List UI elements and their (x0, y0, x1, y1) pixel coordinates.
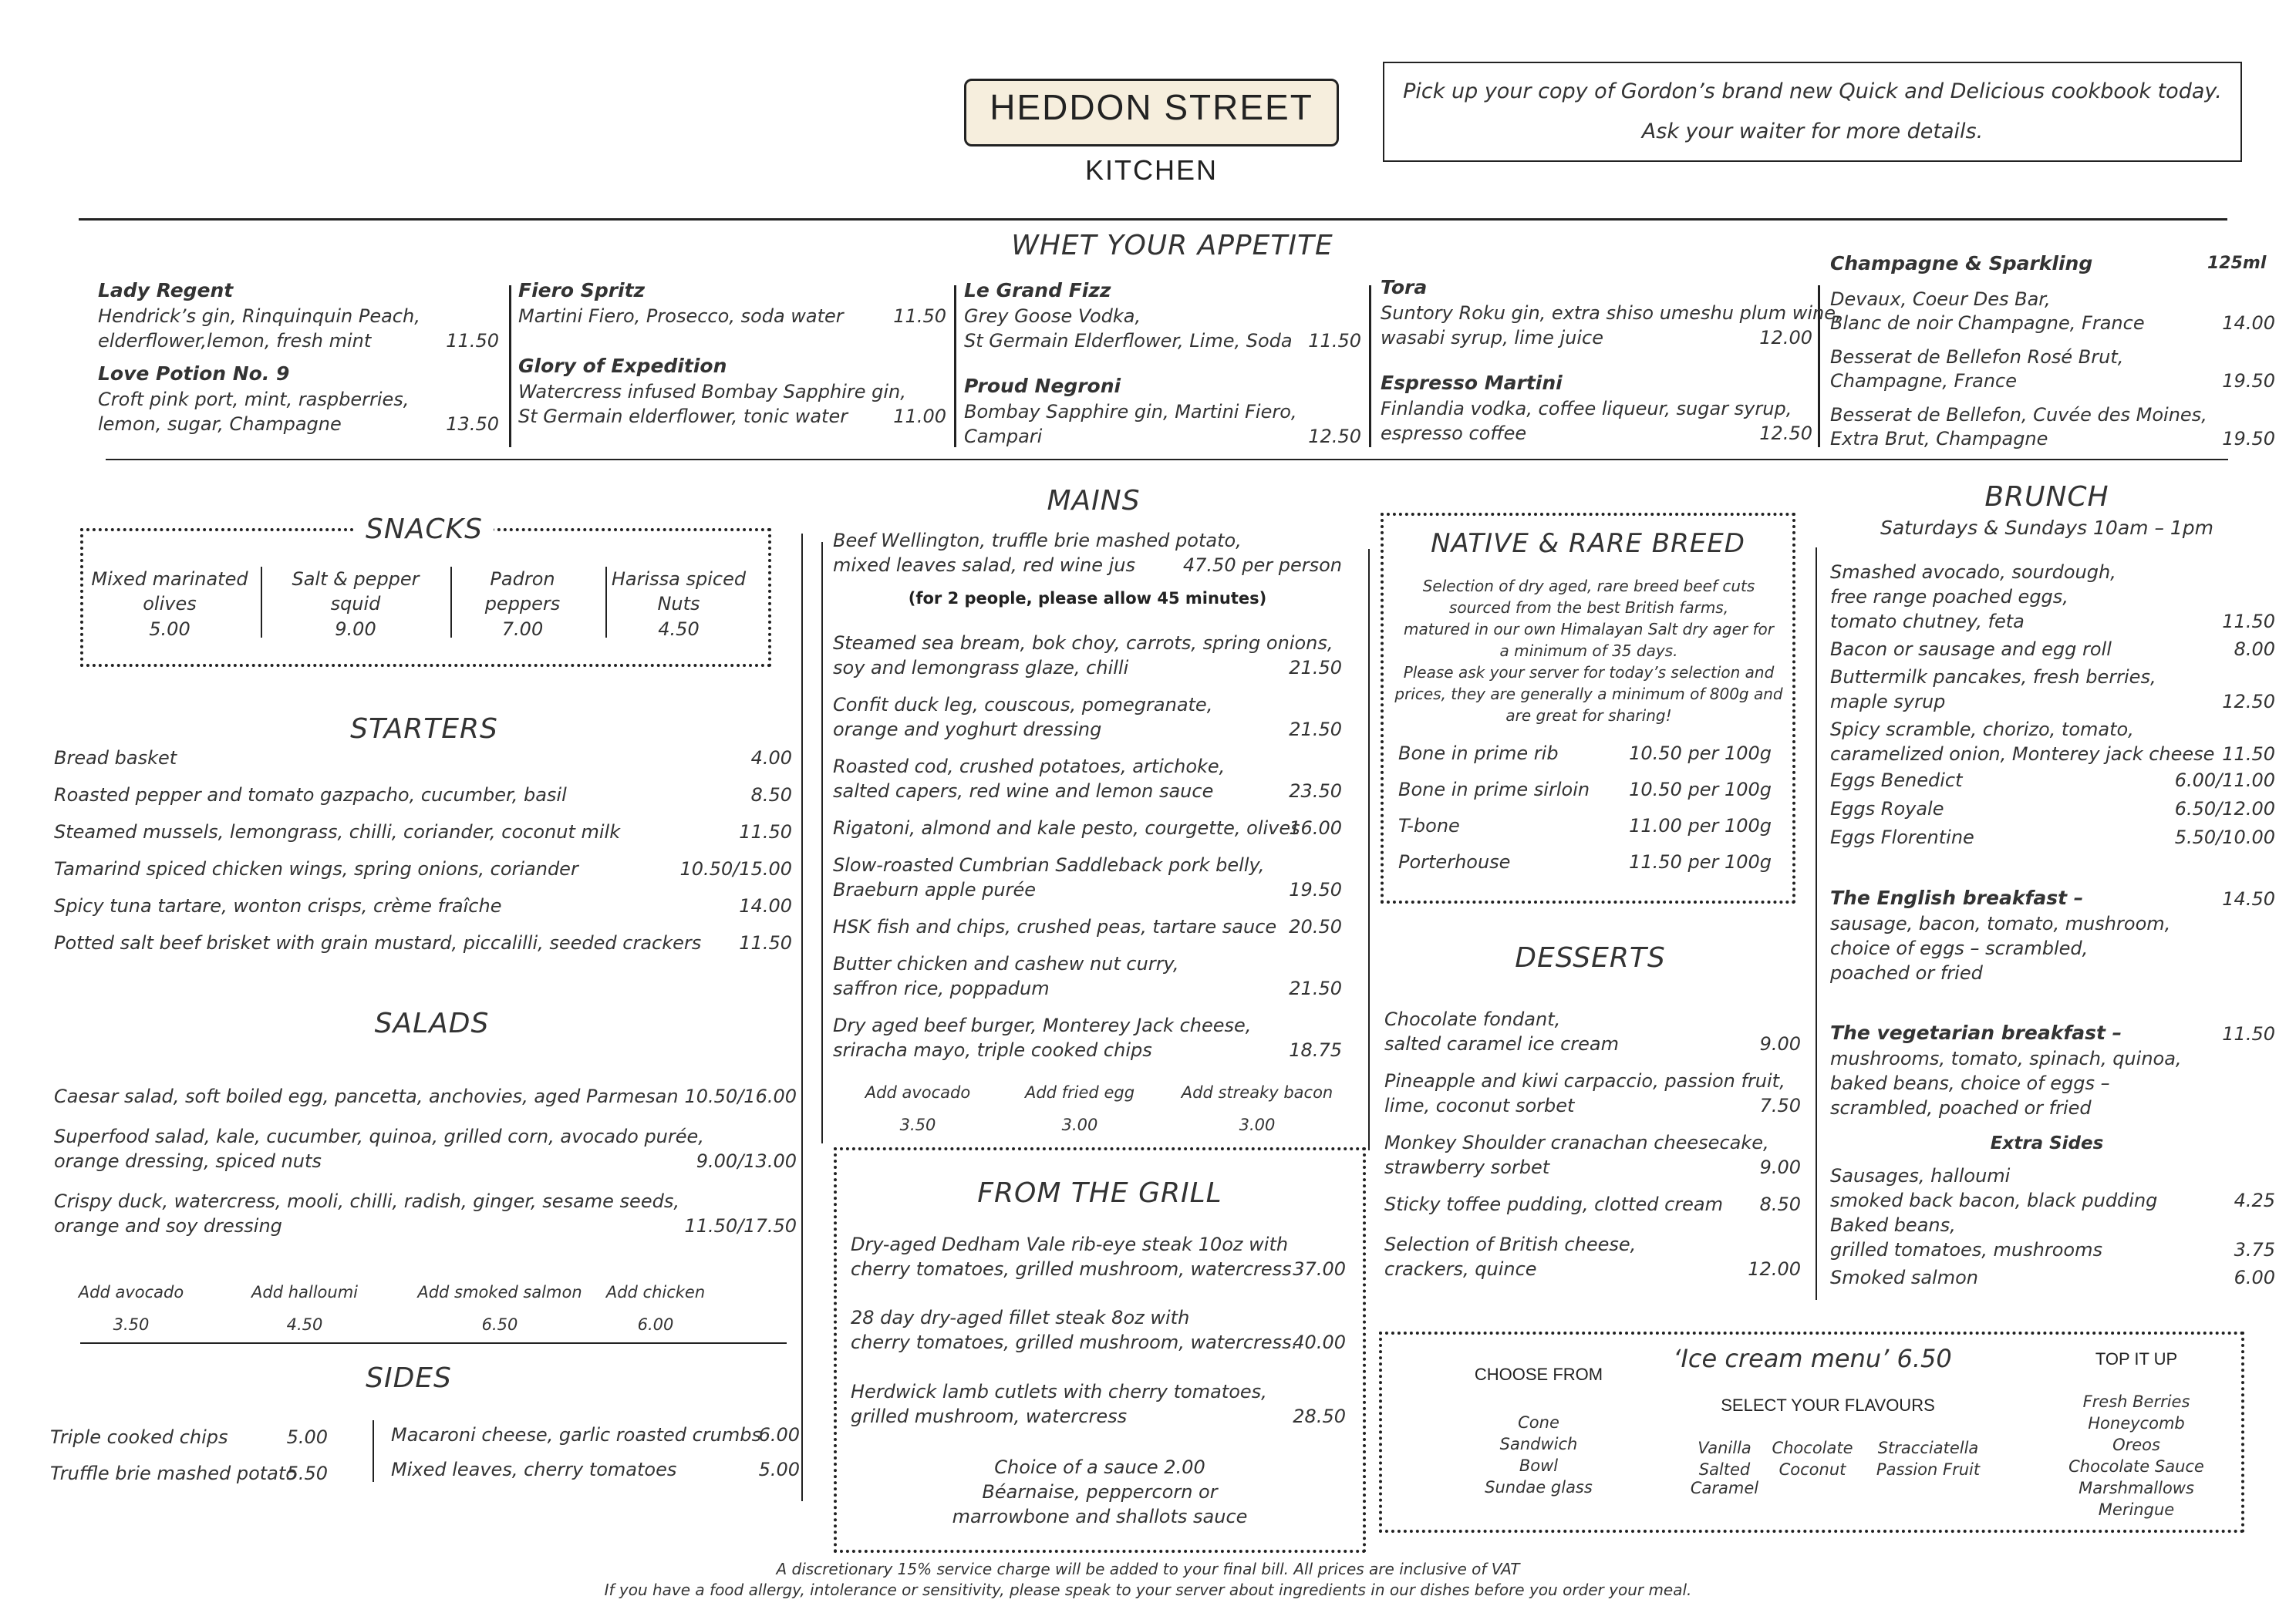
champagne-unit: 125ml (2207, 254, 2267, 273)
icecream-flavour: Chocolate (1772, 1439, 1853, 1457)
brunch-desc: free range poached eggs, (1830, 586, 2068, 608)
brunch-desc: Eggs Royale (1830, 798, 1944, 820)
native-cut: T-bone (1398, 815, 1460, 837)
cocktail-desc: espresso coffee (1381, 423, 1527, 444)
cocktail-price: 11.50 (893, 305, 946, 327)
promo-line-1: Pick up your copy of Gordon’s brand new Quick and Delicious cookbook today. (1403, 79, 2222, 103)
main-desc: Rigatoni, almond and kale pesto, courgette, olives (833, 817, 1300, 839)
breakfast-desc: baked beans, choice of eggs – (1830, 1072, 2110, 1094)
cocktail-desc: Croft pink port, mint, raspberries, (98, 389, 410, 410)
main-desc: Butter chicken and cashew nut curry, (833, 953, 1179, 975)
starters-title: STARTERS (350, 713, 498, 745)
cocktail-desc: lemon, sugar, Champagne (98, 413, 342, 435)
brunch-desc: Eggs Florentine (1830, 827, 1974, 848)
cocktail-desc: Bombay Sapphire gin, Martini Fiero, (964, 401, 1297, 423)
mains-wellington-price: 47.50 per person (1182, 554, 1342, 576)
snack-price: 7.00 (501, 618, 544, 640)
champagne-price: 14.00 (2222, 312, 2275, 334)
icecream-flavour: Coconut (1778, 1460, 1846, 1479)
brunch-desc: caramelized onion, Monterey jack cheese (1830, 743, 2215, 765)
cocktail-name: Love Potion No. 9 (98, 362, 290, 385)
starter-desc: Steamed mussels, lemongrass, chilli, coriander, coconut milk (54, 821, 621, 843)
main-desc: orange and yoghurt dressing (833, 719, 1102, 740)
snack-name: Salt & pepper (292, 568, 420, 590)
cocktail-desc: St Germain Elderflower, Lime, Soda (964, 330, 1293, 352)
cocktail-price: 11.50 (1308, 330, 1361, 352)
starter-desc: Tamarind spiced chicken wings, spring onions, coriander (54, 858, 578, 880)
mains-right-divider (1368, 549, 1370, 1150)
salad-desc: Caesar salad, soft boiled egg, pancetta, anchovies, aged Parmesan (54, 1086, 679, 1107)
main-desc: Slow-roasted Cumbrian Saddleback pork belly, (833, 854, 1265, 876)
brunch-desc: Bacon or sausage and egg roll (1830, 638, 2112, 660)
native-price: 10.50 per 100g (1629, 742, 1772, 764)
grill-sauce-1: Choice of a sauce 2.00 (994, 1456, 1205, 1478)
champagne-price: 19.50 (2222, 428, 2275, 450)
icecream-topping: Meringue (2098, 1500, 2175, 1519)
dessert-desc: lime, coconut sorbet (1384, 1095, 1575, 1116)
brunch-desc: Spicy scramble, chorizo, tomato, (1830, 719, 2134, 740)
cocktail-desc: St Germain elderflower, tonic water (518, 406, 848, 427)
champagne-desc: Devaux, Coeur Des Bar, (1830, 288, 2051, 310)
snack-divider (261, 567, 262, 638)
sides-inner-divider (373, 1420, 374, 1482)
main-price: 18.75 (1289, 1039, 1342, 1061)
brunch-price: 8.00 (2234, 638, 2275, 660)
cocktail-price: 12.00 (1759, 327, 1812, 349)
native-cut: Bone in prime sirloin (1398, 779, 1590, 800)
main-price: 21.50 (1289, 657, 1342, 678)
brunch-desc: maple syrup (1830, 691, 1946, 712)
native-cut: Bone in prime rib (1398, 742, 1559, 764)
dessert-price: 9.00 (1759, 1033, 1801, 1055)
native-intro-line: sourced from the best British farms, (1448, 598, 1729, 617)
breakfast-name: The vegetarian breakfast – (1830, 1022, 2122, 1044)
mains-title: MAINS (1047, 485, 1141, 517)
champagne-desc: Besserat de Bellefon, Cuvée des Moines, (1830, 404, 2207, 426)
sides-title: SIDES (366, 1362, 452, 1394)
dessert-desc: salted caramel ice cream (1384, 1033, 1620, 1055)
native-price: 11.00 per 100g (1629, 815, 1772, 837)
extra-side-price: 4.25 (2234, 1190, 2275, 1211)
snack-price: 4.50 (658, 618, 700, 640)
brunch-price: 6.00/11.00 (2174, 769, 2275, 791)
dessert-desc: Selection of British cheese, (1384, 1234, 1637, 1255)
starter-desc: Potted salt beef brisket with grain mustard, piccalilli, seeded crackers (54, 932, 702, 954)
snack-price: 5.00 (149, 618, 190, 640)
main-price: 23.50 (1289, 780, 1342, 802)
salads-title: SALADS (374, 1008, 490, 1039)
main-desc: salted capers, red wine and lemon sauce (833, 780, 1214, 802)
icecream-topping: Marshmallows (2079, 1479, 2194, 1497)
icecream-choose-item: Sundae glass (1485, 1478, 1593, 1497)
snack-name: squid (330, 593, 381, 615)
cocktail-desc: Finlandia vodka, coffee liqueur, sugar syrup, (1381, 398, 1792, 419)
champagne-desc: Besserat de Bellefon Rosé Brut, (1830, 346, 2124, 368)
main-desc: Dry aged beef burger, Monterey Jack cheese, (833, 1015, 1252, 1036)
main-desc: Braeburn apple purée (833, 879, 1037, 901)
main-desc: HSK fish and chips, crushed peas, tartare sauce (833, 916, 1277, 938)
cocktail-name: Espresso Martini (1381, 372, 1563, 394)
main-addon-price: 3.50 (899, 1116, 936, 1134)
appetite-divider-2 (954, 285, 956, 447)
cocktail-name: Tora (1381, 276, 1428, 298)
salad-desc: orange dressing, spiced nuts (54, 1150, 322, 1172)
grill-desc: Dry-aged Dedham Vale rib-eye steak 10oz with (851, 1234, 1289, 1255)
side-price: 5.00 (758, 1459, 800, 1480)
native-intro-line: Selection of dry aged, rare breed beef cuts (1422, 577, 1755, 595)
icecream-choose-item: Bowl (1519, 1456, 1559, 1475)
snack-name: Harissa spiced (611, 568, 747, 590)
extra-side-desc: Sausages, halloumi (1830, 1165, 2011, 1187)
icecream-flavour: Salted Caramel (1690, 1460, 1759, 1497)
champagne-price: 19.50 (2222, 370, 2275, 392)
main-addon-price: 3.00 (1061, 1116, 1098, 1134)
desserts-title: DESSERTS (1515, 942, 1666, 974)
starter-desc: Bread basket (54, 747, 177, 769)
native-title: NATIVE & RARE BREED (1431, 528, 1745, 559)
icecream-flavour: Vanilla (1698, 1439, 1752, 1457)
dessert-desc: Pineapple and kiwi carpaccio, passion fruit, (1384, 1070, 1785, 1092)
icecream-flavour: Stracciatella (1877, 1439, 1979, 1457)
grill-desc: cherry tomatoes, grilled mushroom, watercress (851, 1258, 1292, 1280)
salad-addon-price: 6.00 (637, 1315, 674, 1334)
cocktail-price: 12.50 (1308, 426, 1361, 447)
main-desc: Roasted cod, crushed potatoes, artichoke, (833, 756, 1226, 777)
salad-addon-price: 4.50 (286, 1315, 323, 1334)
side-price: 5.00 (286, 1426, 328, 1448)
side-desc: Truffle brie mashed potato (50, 1463, 297, 1484)
grill-sauce-2: Béarnaise, peppercorn or (982, 1481, 1218, 1503)
main-desc: soy and lemongrass glaze, chilli (833, 657, 1129, 678)
grill-title: FROM THE GRILL (977, 1177, 1222, 1209)
champagne-desc: Extra Brut, Champagne (1830, 428, 2048, 450)
cocktail-name: Proud Negroni (964, 375, 1121, 397)
brunch-price: 6.50/12.00 (2174, 798, 2275, 820)
side-desc: Macaroni cheese, garlic roasted crumbs (391, 1424, 761, 1446)
cocktail-desc: Watercress infused Bombay Sapphire gin, (518, 381, 906, 402)
native-intro-line: matured in our own Himalayan Salt dry ager for (1404, 620, 1774, 638)
brunch-desc: Eggs Benedict (1830, 769, 1963, 791)
cocktail-desc: Martini Fiero, Prosecco, soda water (518, 305, 844, 327)
appetite-divider-1 (509, 285, 511, 447)
grill-price: 40.00 (1293, 1332, 1346, 1353)
icecream-choose-item: Cone (1518, 1413, 1559, 1432)
extra-side-price: 6.00 (2234, 1267, 2275, 1288)
mains-left-divider (821, 542, 823, 1143)
champagne-desc: Blanc de noir Champagne, France (1830, 312, 2145, 334)
snack-name: peppers (484, 593, 561, 615)
dessert-price: 12.00 (1748, 1258, 1801, 1280)
side-desc: Mixed leaves, cherry tomatoes (391, 1459, 677, 1480)
brunch-divider (1816, 547, 1817, 1300)
breakfast-desc: choice of eggs – scrambled, (1830, 938, 2089, 959)
main-price: 19.50 (1289, 879, 1342, 901)
sides-divider (80, 1342, 787, 1344)
breakfast-price: 14.50 (2222, 888, 2275, 910)
brand-subtitle: KITCHEN (1084, 154, 1218, 186)
grill-desc: cherry tomatoes, grilled mushroom, watercress. (851, 1332, 1298, 1353)
brunch-price: 11.50 (2222, 611, 2275, 632)
brunch-price: 11.50 (2222, 743, 2275, 765)
cocktail-price: 11.50 (446, 330, 499, 352)
salad-desc: Superfood salad, kale, cucumber, quinoa, grilled corn, avocado purée, (54, 1126, 704, 1147)
native-intro-line: are great for sharing! (1505, 706, 1672, 725)
cocktail-name: Fiero Spritz (518, 279, 646, 301)
salad-addon-price: 6.50 (481, 1315, 518, 1334)
dessert-price: 9.00 (1759, 1157, 1801, 1178)
salad-price: 10.50/16.00 (684, 1086, 797, 1107)
snack-name: Nuts (657, 593, 700, 615)
extra-side-desc: smoked back bacon, black pudding (1830, 1190, 2158, 1211)
cocktail-desc: Campari (964, 426, 1043, 447)
brunch-title: BRUNCH (1984, 481, 2109, 513)
salad-desc: orange and soy dressing (54, 1215, 282, 1237)
icecream-choose-item: Sandwich (1499, 1435, 1578, 1453)
champagne-title: Champagne & Sparkling (1830, 252, 2093, 274)
icecream-select-title: SELECT YOUR FLAVOURS (1721, 1396, 1935, 1415)
dessert-price: 7.50 (1759, 1095, 1801, 1116)
native-cut: Porterhouse (1398, 851, 1511, 873)
starter-price: 8.50 (750, 784, 792, 806)
main-desc: saffron rice, poppadum (833, 978, 1050, 999)
starter-price: 11.50 (739, 821, 792, 843)
native-price: 11.50 per 100g (1629, 851, 1772, 873)
salad-price: 9.00/13.00 (696, 1150, 797, 1172)
native-price: 10.50 per 100g (1629, 779, 1772, 800)
icecream-topping: Oreos (2112, 1436, 2160, 1454)
main-addon-label: Add streaky bacon (1181, 1083, 1333, 1102)
grill-sauce-3: marrowbone and shallots sauce (952, 1506, 1248, 1527)
brunch-subtitle: Saturdays & Sundays 10am – 1pm (1880, 517, 2214, 539)
cocktail-price: 13.50 (446, 413, 499, 435)
cocktail-price: 11.00 (893, 406, 946, 427)
native-intro-line: Please ask your server for today’s selection and (1403, 663, 1775, 682)
starter-desc: Spicy tuna tartare, wonton crisps, crème fraîche (54, 895, 502, 917)
icecream-topping: Honeycomb (2088, 1414, 2185, 1433)
starter-price: 4.00 (750, 747, 792, 769)
extra-side-desc: Baked beans, (1830, 1214, 1956, 1236)
salad-price: 11.50/17.50 (684, 1215, 797, 1237)
dessert-desc: Chocolate fondant, (1384, 1008, 1561, 1030)
footer-allergy: If you have a food allergy, intolerance or sensitivity, please speak to your server about ingredients in our dishes before you order your meal. (604, 1581, 1692, 1599)
grill-desc: grilled mushroom, watercress (851, 1406, 1128, 1427)
salad-addon-label: Add smoked salmon (417, 1283, 582, 1301)
extra-side-desc: Smoked salmon (1830, 1267, 1978, 1288)
footer-service-charge: A discretionary 15% service charge will be added to your final bill. All prices are inclusive of VAT (776, 1560, 1520, 1578)
appetite-divider-3 (1369, 285, 1371, 447)
cocktail-desc: Grey Goose Vodka, (964, 305, 1141, 327)
cocktail-name: Lady Regent (98, 279, 234, 301)
snack-name: olives (143, 593, 197, 615)
starter-price: 11.50 (739, 932, 792, 954)
breakfast-desc: mushrooms, tomato, spinach, quinoa, (1830, 1048, 2182, 1069)
appetite-title: WHET YOUR APPETITE (1011, 230, 1333, 261)
breakfast-desc: poached or fried (1830, 962, 1983, 984)
side-price: 5.50 (286, 1463, 328, 1484)
icecream-choose-title: CHOOSE FROM (1474, 1365, 1603, 1384)
main-addon-label: Add avocado (865, 1083, 971, 1102)
brunch-price: 5.50/10.00 (2174, 827, 2275, 848)
brunch-desc: Smashed avocado, sourdough, (1830, 561, 2116, 583)
grill-desc: Herdwick lamb cutlets with cherry tomatoes, (851, 1381, 1267, 1402)
dessert-desc: Monkey Shoulder cranachan cheesecake, (1384, 1132, 1769, 1153)
brunch-price: 12.50 (2222, 691, 2275, 712)
main-addon-label: Add fried egg (1024, 1083, 1135, 1102)
salad-desc: Crispy duck, watercress, mooli, chilli, radish, ginger, sesame seeds, (54, 1190, 679, 1212)
native-intro-line: prices, they are generally a minimum of 800g and (1394, 685, 1783, 703)
main-price: 21.50 (1289, 719, 1342, 740)
cocktail-name: Glory of Expedition (518, 355, 727, 377)
snacks-title: SNACKS (355, 514, 494, 545)
grill-desc: 28 day dry-aged fillet steak 8oz with (851, 1307, 1190, 1328)
breakfast-price: 11.50 (2222, 1023, 2275, 1045)
main-price: 16.00 (1289, 817, 1342, 839)
icecream-title: ‘Ice cream menu’ 6.50 (1673, 1344, 1952, 1373)
main-desc: Steamed sea bream, bok choy, carrots, spring onions, (833, 632, 1333, 654)
promo-line-2: Ask your waiter for more details. (1641, 120, 1984, 143)
salad-addon-price: 3.50 (113, 1315, 150, 1334)
icecream-flavour: Passion Fruit (1876, 1460, 1981, 1479)
starter-price: 14.00 (739, 895, 792, 917)
extra-side-price: 3.75 (2234, 1239, 2275, 1261)
brand-name: HEDDON STREET (990, 87, 1313, 127)
mains-wellington-desc: mixed leaves salad, red wine jus (833, 554, 1135, 576)
side-price: 6.00 (758, 1424, 800, 1446)
cocktail-desc: Hendrick’s gin, Rinquinquin Peach, (98, 305, 420, 327)
snack-name: Padron (490, 568, 555, 590)
dessert-price: 8.50 (1759, 1194, 1801, 1215)
grill-price: 37.00 (1293, 1258, 1346, 1280)
extra-sides-title: Extra Sides (1990, 1133, 2104, 1153)
champagne-desc: Champagne, France (1830, 370, 2018, 392)
main-addon-price: 3.00 (1239, 1116, 1276, 1134)
icecream-top-title: TOP IT UP (2095, 1349, 2178, 1369)
starter-desc: Roasted pepper and tomato gazpacho, cucumber, basil (54, 784, 567, 806)
dessert-desc: strawberry sorbet (1384, 1157, 1550, 1178)
breakfast-name: The English breakfast – (1830, 887, 2084, 909)
dessert-desc: crackers, quince (1384, 1258, 1537, 1280)
appetite-divider (106, 459, 2228, 460)
icecream-topping: Chocolate Sauce (2068, 1457, 2204, 1476)
brunch-desc: tomato chutney, feta (1830, 611, 2025, 632)
main-desc: sriracha mayo, triple cooked chips (833, 1039, 1152, 1061)
breakfast-desc: sausage, bacon, tomato, mushroom, (1830, 913, 2171, 934)
header-divider (79, 218, 2227, 221)
cocktail-desc: elderflower,lemon, fresh mint (98, 330, 372, 352)
main-desc: Confit duck leg, couscous, pomegranate, (833, 694, 1213, 716)
native-intro-line: a minimum of 35 days. (1499, 641, 1678, 660)
cocktail-name: Le Grand Fizz (964, 279, 1111, 301)
mains-wellington-desc: Beef Wellington, truffle brie mashed potato, (833, 530, 1242, 551)
salad-addon-label: Add chicken (605, 1283, 706, 1301)
cocktail-price: 12.50 (1759, 423, 1812, 444)
breakfast-desc: scrambled, poached or fried (1830, 1097, 2092, 1119)
starter-price: 10.50/15.00 (679, 858, 792, 880)
side-desc: Triple cooked chips (50, 1426, 228, 1448)
cocktail-desc: Suntory Roku gin, extra shiso umeshu plum wine, (1381, 302, 1842, 324)
dessert-desc: Sticky toffee pudding, clotted cream (1384, 1194, 1724, 1215)
main-price: 21.50 (1289, 978, 1342, 999)
snack-price: 9.00 (335, 618, 376, 640)
main-price: 20.50 (1289, 916, 1342, 938)
mains-wellington-note: (for 2 people, please allow 45 minutes) (908, 589, 1267, 608)
promo-box (1383, 62, 2242, 162)
grill-price: 28.50 (1293, 1406, 1346, 1427)
icecream-topping: Fresh Berries (2082, 1392, 2190, 1411)
salad-addon-label: Add avocado (78, 1283, 184, 1301)
brunch-desc: Buttermilk pancakes, fresh berries, (1830, 666, 2156, 688)
salad-addon-label: Add halloumi (251, 1283, 358, 1301)
snack-name: Mixed marinated (91, 568, 248, 590)
extra-side-desc: grilled tomatoes, mushrooms (1830, 1239, 2102, 1261)
cocktail-desc: wasabi syrup, lime juice (1381, 327, 1603, 349)
left-column-divider (801, 534, 803, 1501)
